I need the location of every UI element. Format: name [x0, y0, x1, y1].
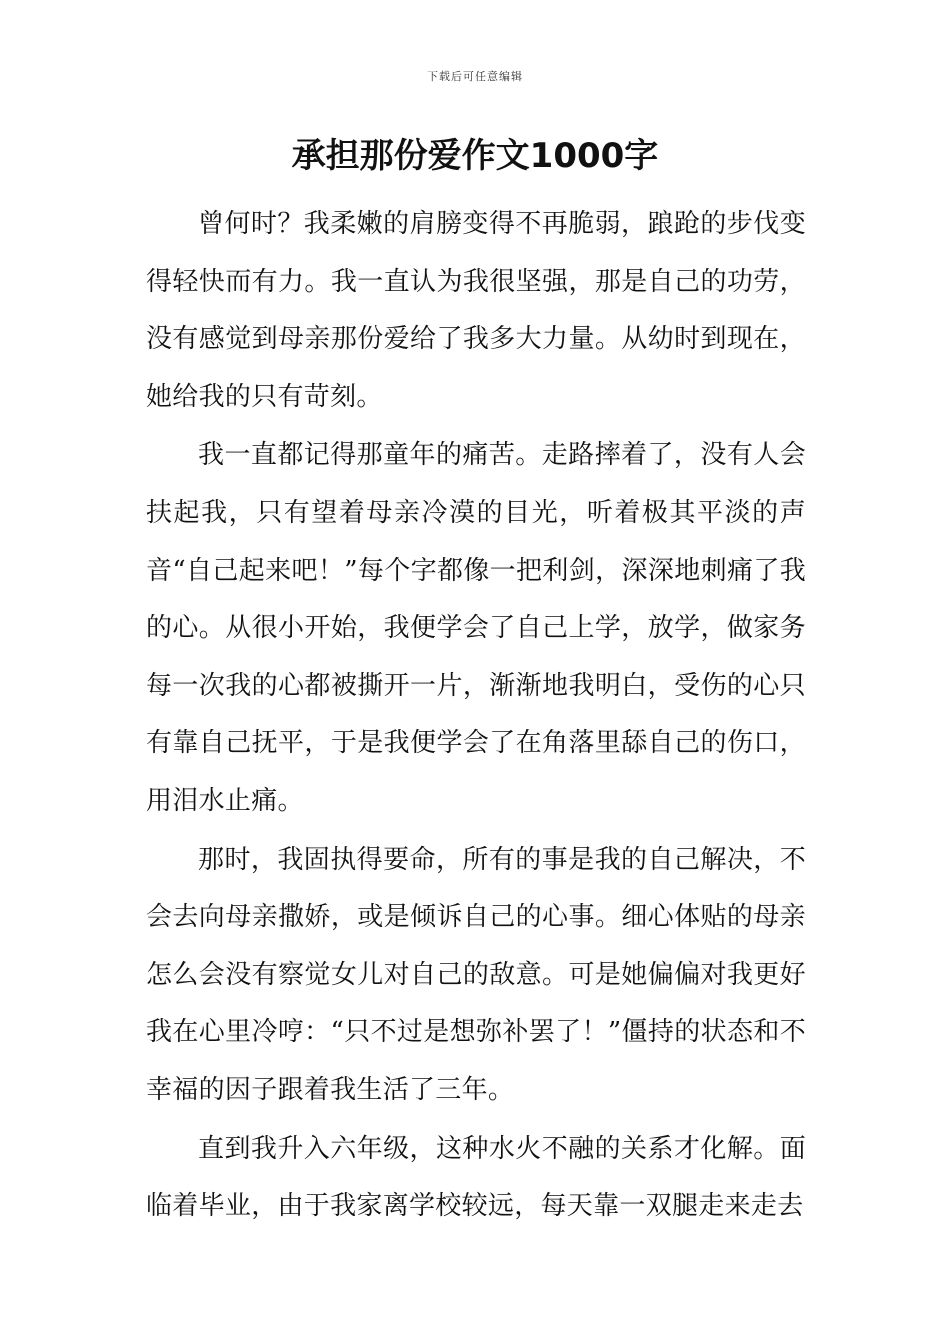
- paragraph-1: 曾何时？我柔嫩的肩膀变得不再脆弱，踉跄的步伐变得轻快而有力。我一直认为我很坚强，那是自己的功劳，没有感觉到母亲那份爱给了我多大力量。从幼时到现在，她给我的只有苛刻。: [146, 209, 806, 412]
- document-body: [146, 196, 806, 1237]
- document-title: 承担那份爱作文1000字: [291, 136, 659, 176]
- paragraph-4: 直到我升入六年级，这种水火不融的关系才化解。面临着毕业，由于我家离学校较远，每天靠一双腿走来走去: [146, 1133, 806, 1222]
- paragraph-2: 我一直都记得那童年的痛苦。走路摔着了，没有人会扶起我，只有望着母亲冷漠的目光，听着极其平淡的声音“自己起来吧！”每个字都像一把利剑，深深地刺痛了我的心。从很小开始，我便学会了自己上学，放学，做家务每一次我的心都被撕开一片，渐渐地我明白，受伤的心只有靠自己抚平，于是我便学会了在角落里舔自己的伤口，用泪水止痛。: [146, 440, 806, 816]
- header-note: 下载后可任意编辑: [427, 70, 523, 83]
- paragraph-3: 那时，我固执得要命，所有的事是我的自己解决，不会去向母亲撒娇，或是倾诉自己的心事。细心体贴的母亲怎么会没有察觉女儿对自己的敌意。可是她偏偏对我更好我在心里冷哼：“只不过是想弥补罢了！”僵持的状态和不幸福的因子跟着我生活了三年。: [146, 844, 806, 1105]
